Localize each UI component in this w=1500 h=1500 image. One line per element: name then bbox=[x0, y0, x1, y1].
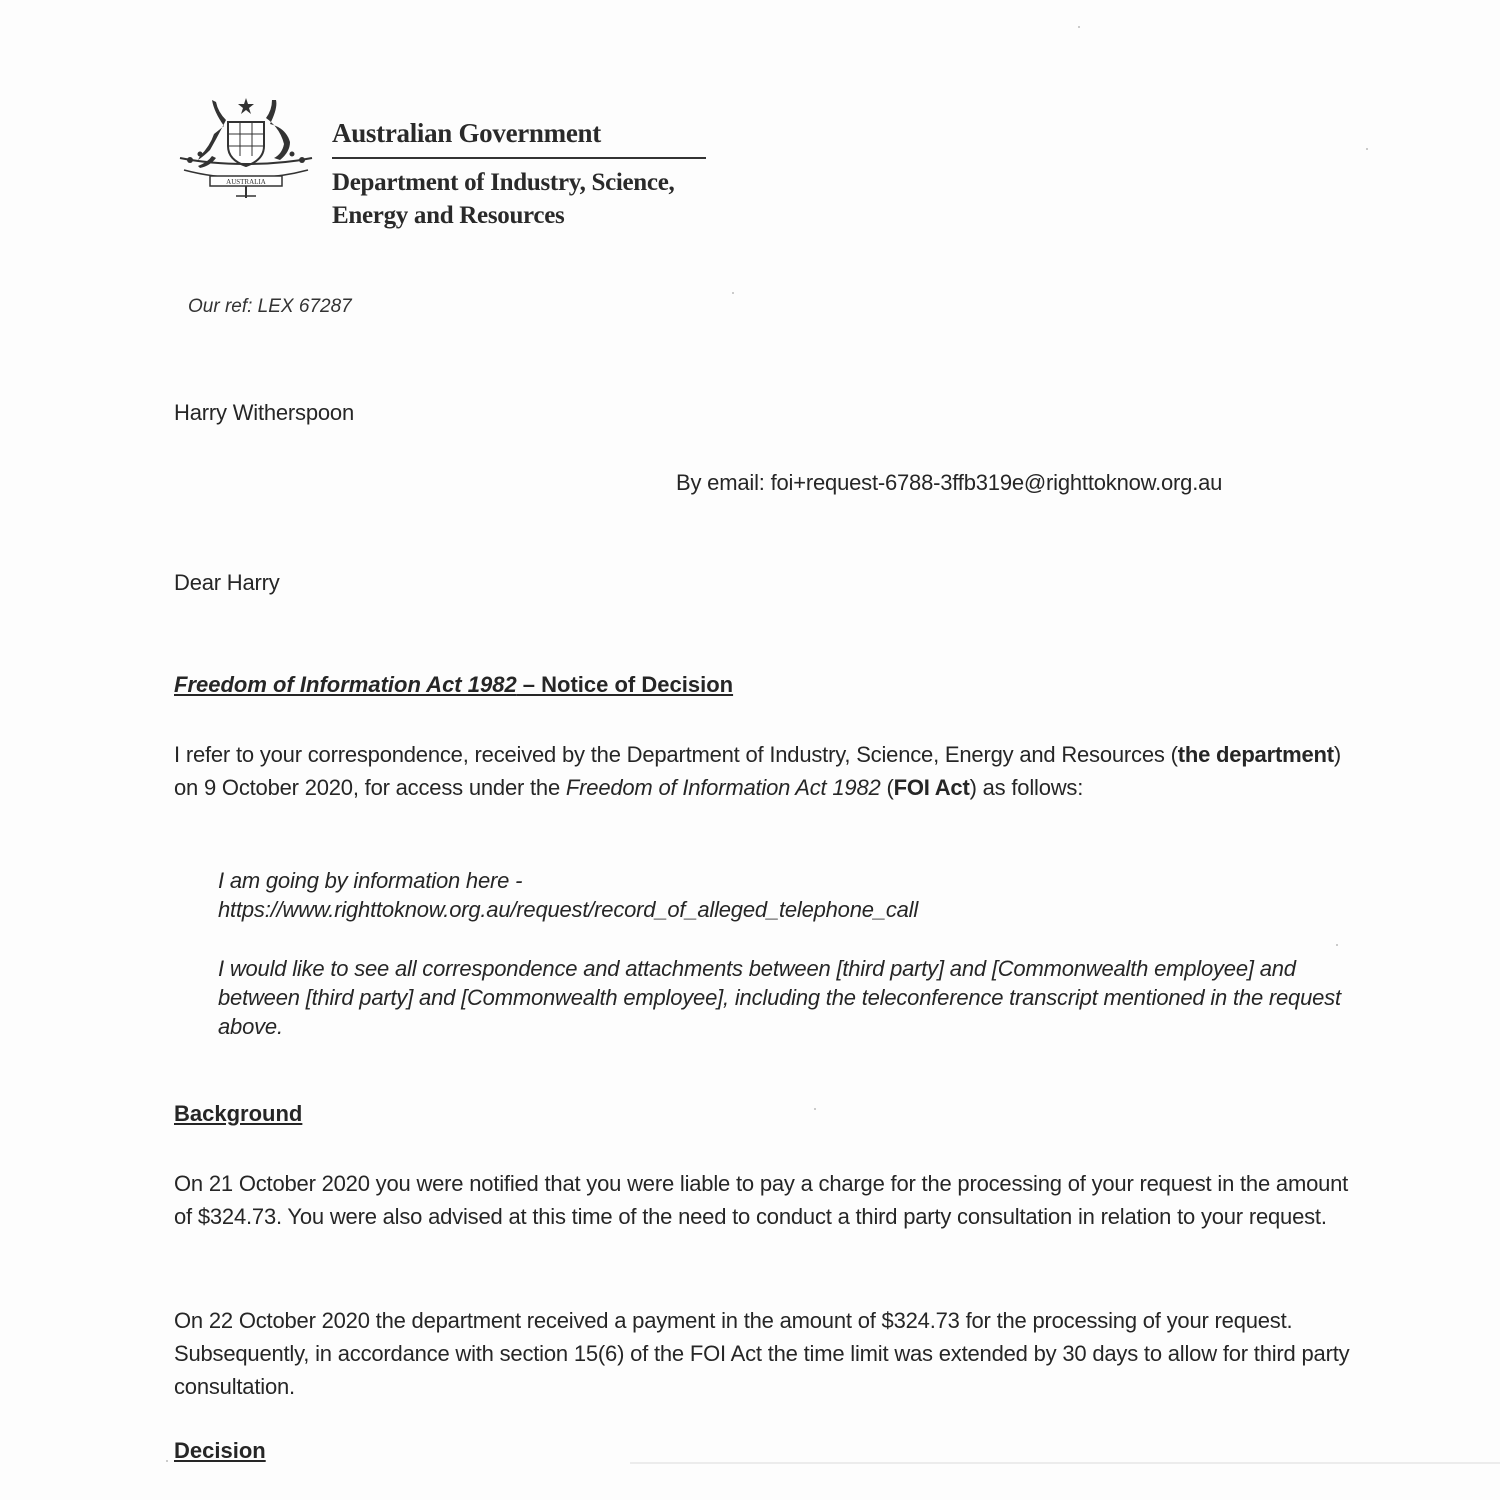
request-quote-intro bbox=[218, 866, 1358, 924]
title-suffix: – Notice of Decision bbox=[516, 672, 734, 697]
email-address: foi+request-6788-3ffb319e@righttoknow.org.au bbox=[770, 470, 1223, 495]
scan-artifact bbox=[630, 1462, 1500, 1464]
svg-text:AUSTRALIA: AUSTRALIA bbox=[226, 178, 266, 186]
scan-speck bbox=[732, 292, 734, 294]
scan-speck bbox=[166, 1460, 168, 1462]
decision-heading: Decision bbox=[174, 1438, 266, 1463]
quote-line-1: I am going by information here - bbox=[218, 868, 523, 893]
intro-paragraph bbox=[174, 738, 1364, 804]
request-quote-paragraph: I would like to see all correspondence and attachments between [third party] and [Commonwealth employee] and between [third party] and [Commonwealth employee], including the teleconference transcript mentioned in the request above. bbox=[218, 956, 1341, 1039]
reference-number: Our ref: LEX 67287 bbox=[188, 296, 352, 317]
letterhead-divider bbox=[332, 157, 706, 159]
letter-title bbox=[174, 672, 733, 698]
department-name-line-1: Department of Industry, Science, bbox=[332, 169, 675, 196]
recipient-name: Harry Witherspoon bbox=[174, 400, 354, 425]
background-paragraph-2: On 22 October 2020 the department received a payment in the amount of $324.73 for the processing of your request. Subsequently, in accordance with section 15(6) of the FOI Act the time limit was extended by 30 days to allow for third party consultation. bbox=[174, 1308, 1350, 1399]
intro-text: ( bbox=[880, 775, 894, 800]
salutation: Dear Harry bbox=[174, 570, 280, 595]
intro-bold-department: the department bbox=[1177, 742, 1334, 767]
department-name bbox=[332, 166, 674, 232]
intro-italic-act: Freedom of Information Act 1982 bbox=[565, 775, 881, 800]
quote-url: https://www.righttoknow.org.au/request/record_of_alleged_telephone_call bbox=[218, 897, 919, 922]
scan-speck bbox=[1336, 944, 1338, 946]
intro-text: ) on 9 October 2020, for access under the bbox=[174, 742, 1341, 800]
scan-speck bbox=[1078, 26, 1080, 28]
act-name: Freedom of Information Act 1982 bbox=[174, 672, 517, 697]
background-paragraph-1: On 21 October 2020 you were notified that you were liable to pay a charge for the processing of your request in the amount of $324.73. You were also advised at this time of the need to conduct a third party consultation in relation to your request. bbox=[174, 1171, 1349, 1229]
email-line bbox=[676, 470, 1222, 496]
background-heading: Background bbox=[174, 1101, 303, 1126]
intro-bold-foi-act: FOI Act bbox=[893, 775, 970, 800]
intro-text: I refer to your correspondence, received by the Department of Industry, Science, Energy and Resources ( bbox=[174, 742, 1178, 767]
australian-coat-of-arms-icon bbox=[170, 96, 322, 202]
intro-text: ) as follows: bbox=[969, 775, 1084, 800]
scan-speck bbox=[814, 1108, 816, 1110]
government-title: Australian Government bbox=[332, 118, 601, 148]
scan-speck bbox=[1366, 148, 1368, 150]
email-label: By email: bbox=[676, 470, 765, 495]
department-name-line-2: Energy and Resources bbox=[332, 202, 565, 229]
